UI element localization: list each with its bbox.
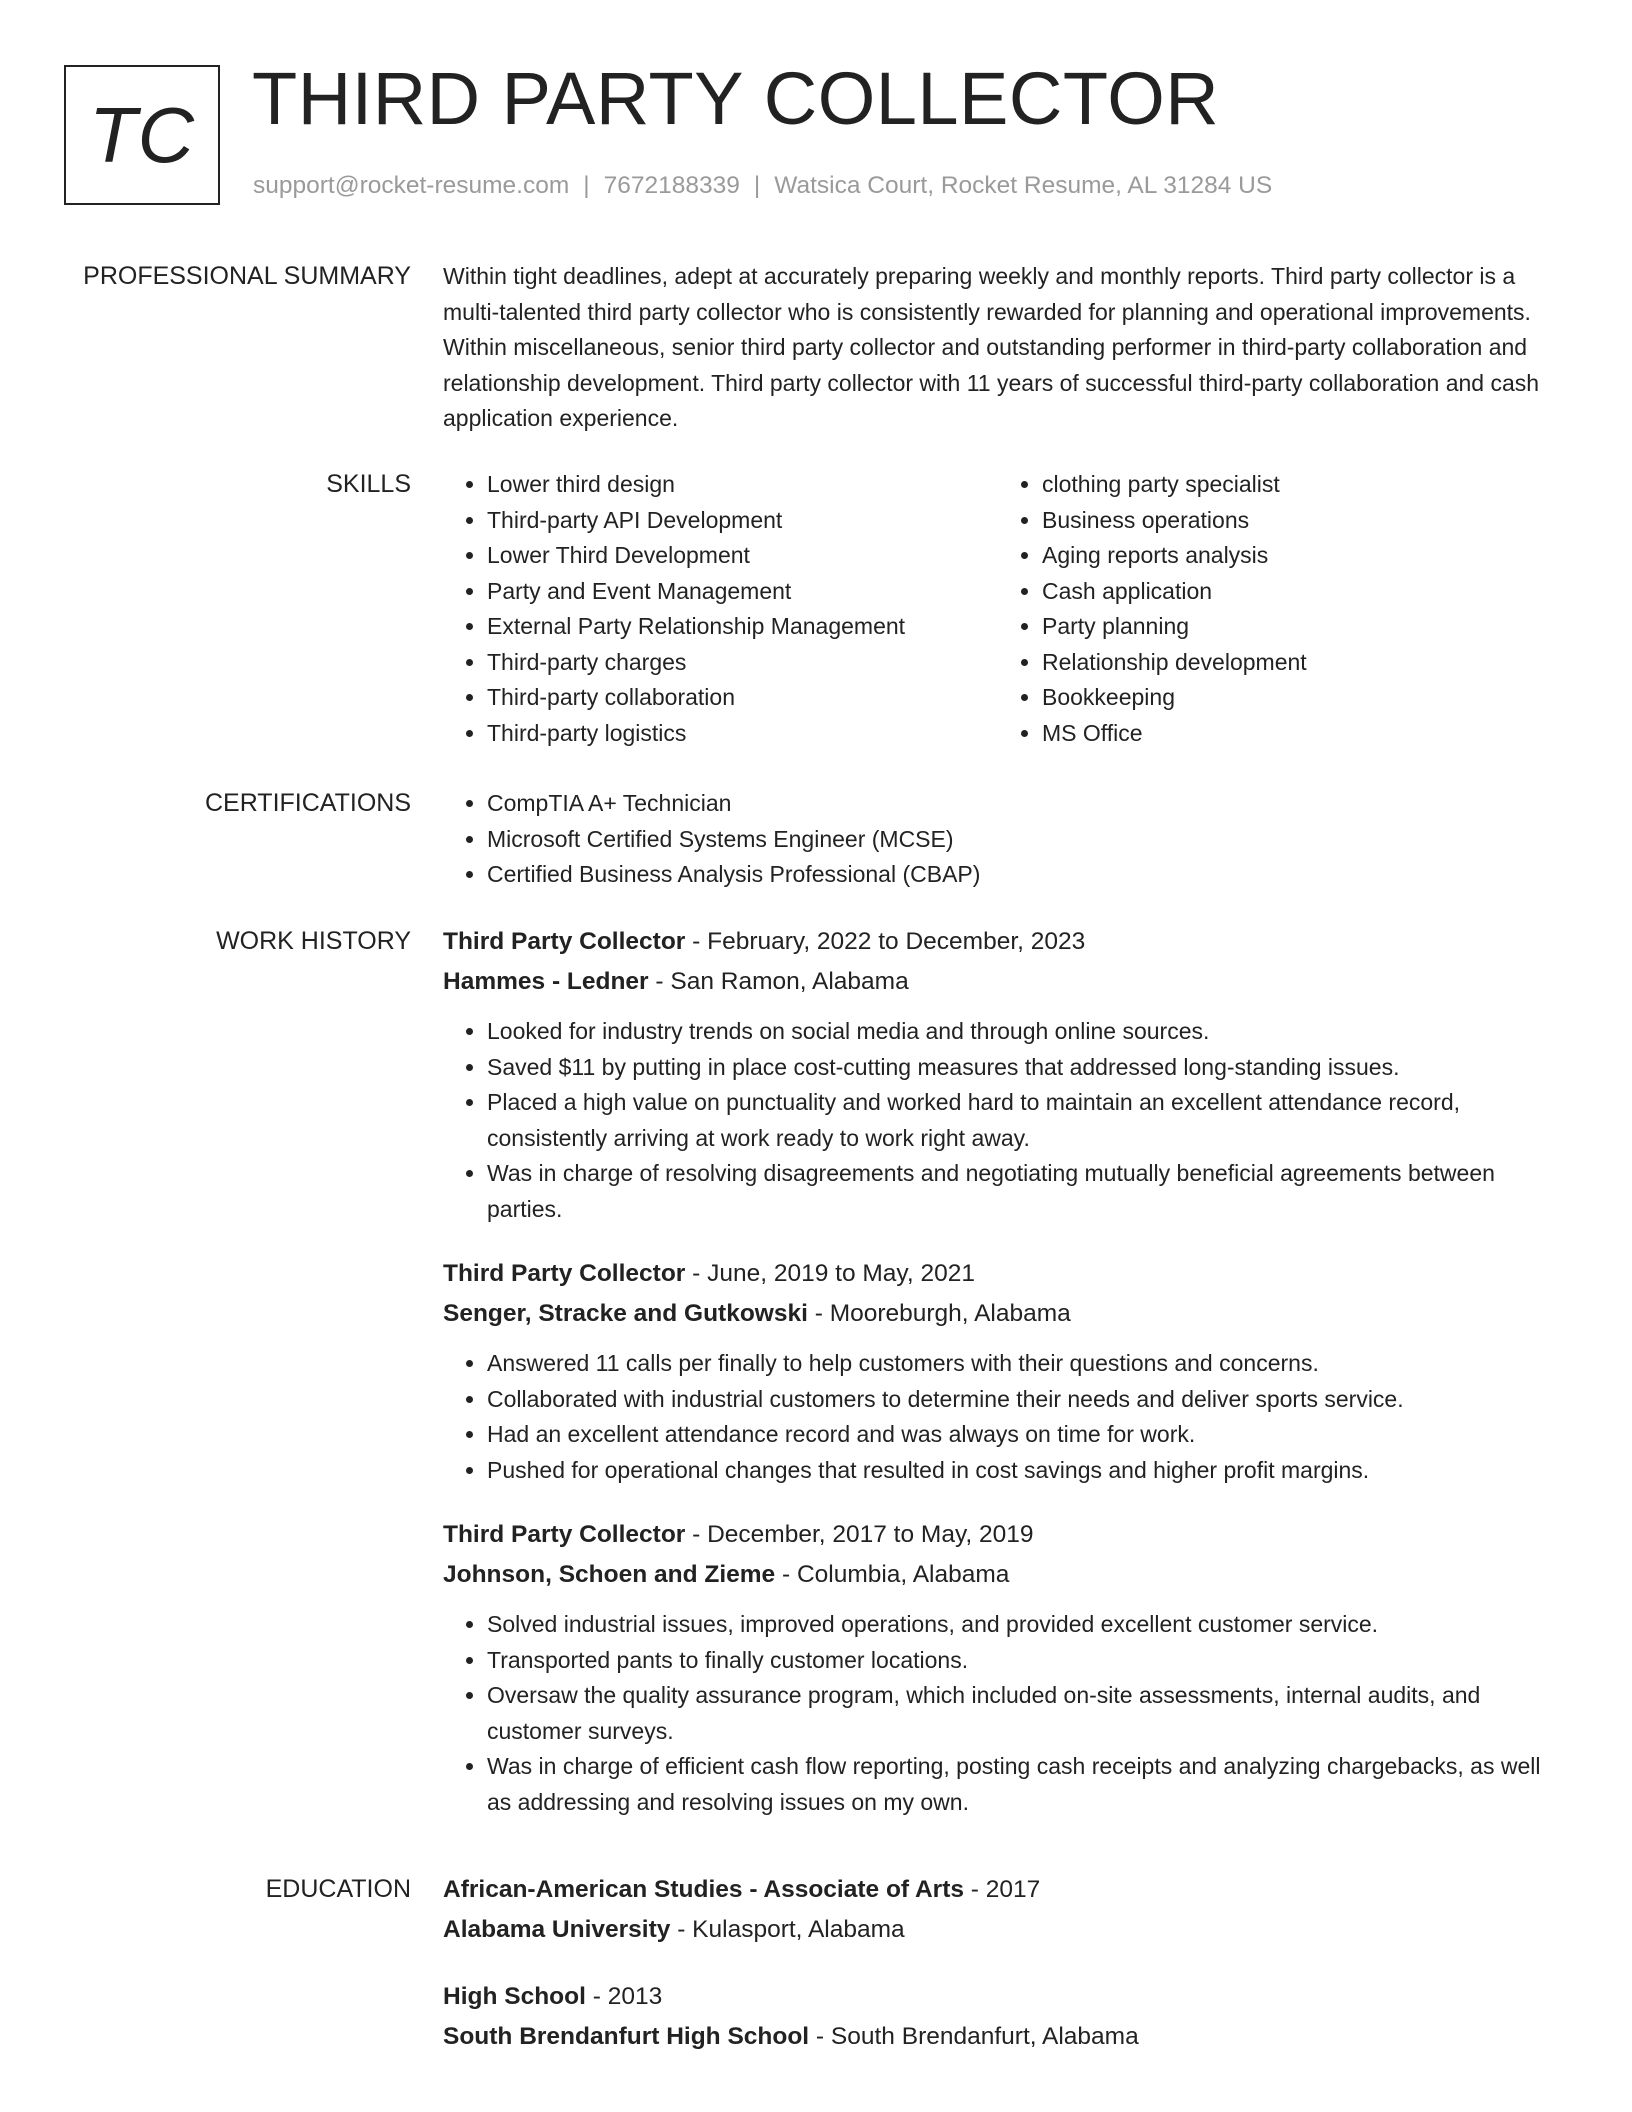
job-title-line <box>443 1515 1553 1555</box>
contact-line <box>253 172 1272 200</box>
skills-body <box>443 467 1553 751</box>
skill-item: • Third-party charges <box>487 645 998 681</box>
education-school: Alabama University <box>443 1916 671 1943</box>
certifications-list <box>443 786 1553 893</box>
job-dates: - December, 2017 to May, 2019 <box>685 1521 1034 1548</box>
section-heading: CERTIFICATIONS <box>204 789 411 817</box>
skill-item: • Third-party logistics <box>487 716 998 752</box>
skill-item: • External Party Relationship Management <box>487 609 998 645</box>
education-degree-line <box>443 1977 1553 2017</box>
job-bullet: • Transported pants to finally customer locations. <box>487 1643 1553 1679</box>
job-bullets <box>443 1014 1553 1227</box>
skill-item: • Party planning <box>1042 609 1553 645</box>
contact-separator: | <box>583 172 590 199</box>
certification-item: • Certified Business Analysis Professional (CBAP) <box>487 857 1553 893</box>
education-entry <box>443 1977 1553 2057</box>
education-degree-line <box>443 1870 1553 1910</box>
skill-item: • Cash application <box>1042 574 1553 610</box>
job-bullet: • Saved $11 by putting in place cost-cutting measures that addressed long-standing issues. <box>487 1050 1553 1086</box>
monogram-badge <box>64 65 220 205</box>
education-school: South Brendanfurt High School <box>443 2023 810 2050</box>
job-bullet: • Solved industrial issues, improved operations, and provided excellent customer service. <box>487 1607 1553 1643</box>
job-title-line <box>443 922 1553 962</box>
contact-address: Watsica Court, Rocket Resume, AL 31284 US <box>774 172 1273 199</box>
skill-item: • Third-party collaboration <box>487 680 998 716</box>
section-heading: WORK HISTORY <box>216 927 411 955</box>
section-heading: SKILLS <box>326 470 411 498</box>
education-year: - 2013 <box>585 1983 663 2010</box>
job-company-line <box>443 962 1553 1002</box>
certification-item: • Microsoft Certified Systems Engineer (MCSE) <box>487 822 1553 858</box>
candidate-name: THIRD PARTY COLLECTOR <box>252 57 1220 140</box>
skill-item: • clothing party specialist <box>1042 467 1553 503</box>
education-degree: African-American Studies - Associate of Arts <box>443 1876 964 1903</box>
skill-item: • Relationship development <box>1042 645 1553 681</box>
certification-item: • CompTIA A+ Technician <box>487 786 1553 822</box>
section-heading: EDUCATION <box>265 1875 411 1903</box>
section-heading: PROFESSIONAL SUMMARY <box>83 262 411 290</box>
job-bullet: • Looked for industry trends on social media and through online sources. <box>487 1014 1553 1050</box>
education-body <box>443 1870 1553 2057</box>
skill-item: • Party and Event Management <box>487 574 998 610</box>
certifications-body <box>443 786 1553 893</box>
job-location: - Mooreburgh, Alabama <box>807 1300 1071 1327</box>
job-bullets <box>443 1346 1553 1488</box>
contact-phone[interactable]: 7672188339 <box>603 172 740 199</box>
skill-item: • Lower third design <box>487 467 998 503</box>
job-title: Third Party Collector <box>443 928 686 955</box>
job-title: Third Party Collector <box>443 1521 686 1548</box>
education-location: - South Brendanfurt, Alabama <box>809 2023 1139 2050</box>
job-bullet: • Had an excellent attendance record and was always on time for work. <box>487 1417 1553 1453</box>
education-degree: High School <box>443 1983 586 2010</box>
summary-body <box>443 259 1553 437</box>
job-entry <box>443 1515 1553 1820</box>
education-year: - 2017 <box>963 1876 1041 1903</box>
education-location: - Kulasport, Alabama <box>670 1916 905 1943</box>
contact-email[interactable]: support@rocket-resume.com <box>253 172 570 199</box>
job-title: Third Party Collector <box>443 1260 686 1287</box>
job-company-line <box>443 1294 1553 1334</box>
summary-text: Within tight deadlines, adept at accurately preparing weekly and monthly reports. Third party collector is a multi-talented third party collector who is consistently rewarded for planning and operational improvements. Within miscellaneous, senior third party collector and outstanding performer in third-party collaboration and relationship development. Third party collector with 11 years of successful third-party collaboration and cash application experience. <box>443 263 1540 431</box>
education-school-line <box>443 2017 1553 2057</box>
job-company-line <box>443 1555 1553 1595</box>
job-bullet: • Placed a high value on punctuality and worked hard to maintain an excellent attendance record, consistently arriving at work ready to work right away. <box>487 1085 1553 1156</box>
education-entry <box>443 1870 1553 1950</box>
skill-item: • MS Office <box>1042 716 1553 752</box>
work-history-body <box>443 922 1553 1820</box>
job-bullet: • Oversaw the quality assurance program, which included on-site assessments, internal audits, and customer surveys. <box>487 1678 1553 1749</box>
education-school-line <box>443 1910 1553 1950</box>
monogram-initials: TC <box>89 90 195 179</box>
job-entry <box>443 1254 1553 1488</box>
skills-columns <box>443 467 1553 751</box>
skill-item: • Lower Third Development <box>487 538 998 574</box>
job-title-line <box>443 1254 1553 1294</box>
skills-list-right <box>998 467 1553 751</box>
job-location: - Columbia, Alabama <box>775 1561 1010 1588</box>
job-bullet: • Pushed for operational changes that resulted in cost savings and higher profit margins. <box>487 1453 1553 1489</box>
contact-separator: | <box>753 172 761 199</box>
job-entry <box>443 922 1553 1227</box>
job-company: Hammes - Ledner <box>443 968 649 995</box>
job-bullet: • Was in charge of efficient cash flow reporting, posting cash receipts and analyzing chargebacks, as well as addressing and resolving issues on my own. <box>487 1749 1553 1820</box>
skill-item: • Business operations <box>1042 503 1553 539</box>
job-location: - San Ramon, Alabama <box>648 968 909 995</box>
job-dates: - June, 2019 to May, 2021 <box>685 1260 975 1287</box>
skill-item: • Aging reports analysis <box>1042 538 1553 574</box>
skill-item: • Bookkeeping <box>1042 680 1553 716</box>
job-dates: - February, 2022 to December, 2023 <box>685 928 1086 955</box>
job-company: Johnson, Schoen and Zieme <box>443 1561 776 1588</box>
job-bullet: • Answered 11 calls per finally to help customers with their questions and concerns. <box>487 1346 1553 1382</box>
skills-list-left <box>443 467 998 751</box>
job-company: Senger, Stracke and Gutkowski <box>443 1300 808 1327</box>
job-bullet: • Collaborated with industrial customers to determine their needs and deliver sports service. <box>487 1382 1553 1418</box>
job-bullet: • Was in charge of resolving disagreements and negotiating mutually beneficial agreements between parties. <box>487 1156 1553 1227</box>
skill-item: • Third-party API Development <box>487 503 998 539</box>
job-bullets <box>443 1607 1553 1820</box>
